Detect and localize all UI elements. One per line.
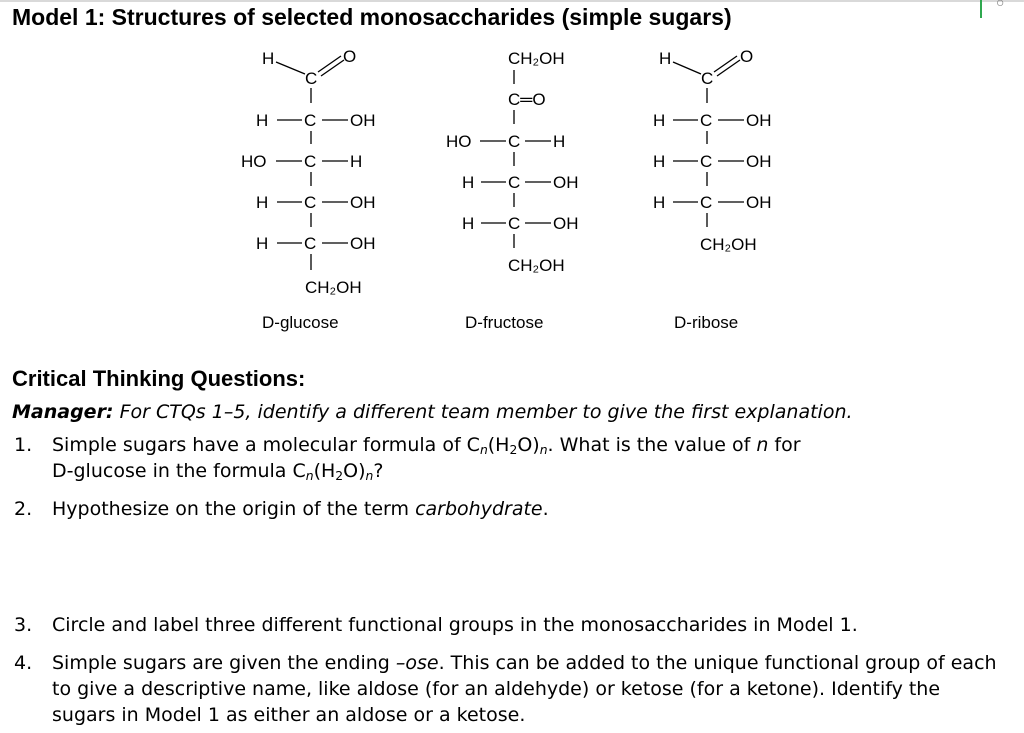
q1-text-a: Simple sugars have a molecular formula of C bbox=[52, 434, 480, 456]
glucose-r1-c: C bbox=[304, 111, 317, 130]
fructose-structure bbox=[446, 49, 579, 332]
ribose-r3-c: C bbox=[700, 193, 713, 212]
ribose-r2-c: C bbox=[700, 152, 713, 171]
fructose-carbonyl: C═O bbox=[508, 90, 546, 109]
glucose-bottom: CH₂OH bbox=[305, 278, 362, 297]
question-number: 2. bbox=[14, 498, 33, 520]
q1-sub-2-b: 2 bbox=[335, 469, 344, 484]
q2-end: . bbox=[542, 498, 549, 520]
ctq-heading: Critical Thinking Questions: bbox=[12, 366, 306, 391]
q1-text-i: ? bbox=[373, 460, 384, 482]
glucose-carbonyl-c: C bbox=[305, 69, 318, 88]
q1-text-e: for bbox=[768, 434, 801, 456]
q4-text-a: Simple sugars are given the ending bbox=[52, 652, 396, 674]
fructose-r1-left: HO bbox=[446, 132, 472, 151]
q1-sub-n-2: n bbox=[539, 443, 548, 458]
glucose-name: D-glucose bbox=[262, 313, 339, 332]
glucose-r3-c: C bbox=[304, 193, 317, 212]
q1-sub-2: 2 bbox=[509, 443, 518, 458]
fructose-r3-right: OH bbox=[553, 214, 579, 233]
q1-sub-n-4: n bbox=[365, 469, 374, 484]
q2-text: Hypothesize on the origin of the term bbox=[52, 498, 416, 520]
top-border bbox=[0, 0, 1024, 2]
q1-sub-n-3: n bbox=[305, 469, 314, 484]
fructose-top: CH₂OH bbox=[508, 49, 565, 68]
glucose-r4-c: C bbox=[304, 234, 317, 253]
fructose-r2-right: OH bbox=[553, 173, 579, 192]
q1-text-d: . What is the value of bbox=[547, 434, 757, 456]
question-3 bbox=[14, 612, 1004, 638]
ribose-r1-c: C bbox=[700, 111, 713, 130]
question-number: 1. bbox=[14, 434, 33, 456]
q1-var-n: n bbox=[756, 434, 769, 456]
q1-text-g: (H bbox=[313, 460, 336, 482]
q1-text-b: (H bbox=[487, 434, 510, 456]
question-3-text: Circle and label three different functional groups in the monosaccharides in Model 1. bbox=[52, 614, 858, 636]
glucose-h-bond bbox=[276, 62, 305, 74]
glucose-r2-c: C bbox=[304, 152, 317, 171]
fructose-r1-c: C bbox=[508, 132, 521, 151]
question-number: 4. bbox=[14, 652, 33, 674]
question-4-text bbox=[52, 650, 1004, 728]
ribose-bottom: CH₂OH bbox=[700, 235, 757, 254]
question-4 bbox=[14, 650, 1004, 728]
question-2 bbox=[14, 496, 1004, 522]
fructose-r3-left: H bbox=[462, 214, 475, 233]
glucose-top-h: H bbox=[262, 49, 275, 68]
q4-italic: –ose bbox=[395, 652, 439, 674]
fructose-name: D-fructose bbox=[465, 313, 544, 332]
q1-text-c: O) bbox=[517, 434, 540, 456]
q1-text-h: O) bbox=[343, 460, 366, 482]
fructose-r2-c: C bbox=[508, 173, 521, 192]
glucose-top-o: O bbox=[343, 47, 357, 66]
question-number: 3. bbox=[14, 614, 33, 636]
glucose-r3-right: OH bbox=[350, 193, 376, 212]
glucose-r1-left: H bbox=[256, 111, 269, 130]
glucose-r2-left: HO bbox=[241, 152, 267, 171]
ribose-r1-left: H bbox=[653, 111, 666, 130]
ribose-r2-left: H bbox=[653, 152, 666, 171]
structures-figure bbox=[0, 40, 1024, 340]
ribose-top-o: O bbox=[740, 47, 754, 66]
ribose-r1-right: OH bbox=[746, 111, 772, 130]
glucose-structure bbox=[241, 47, 376, 332]
scroll-indicator bbox=[980, 0, 982, 18]
q1-text-f: -glucose in the formula C bbox=[66, 460, 306, 482]
q1-d-prefix: D bbox=[52, 460, 67, 482]
ribose-r3-right: OH bbox=[746, 193, 772, 212]
glucose-r3-left: H bbox=[256, 193, 269, 212]
glucose-r4-right: OH bbox=[350, 234, 376, 253]
ribose-carbonyl-c: C bbox=[701, 69, 714, 88]
fructose-bottom: CH₂OH bbox=[508, 256, 565, 275]
glucose-r2-right: H bbox=[350, 152, 363, 171]
manager-text: For CTQs 1–5, identify a different team member to give the first explanation. bbox=[119, 401, 853, 423]
manager-label: Manager: bbox=[12, 401, 114, 423]
fructose-r3-c: C bbox=[508, 214, 521, 233]
ribose-r2-right: OH bbox=[746, 152, 772, 171]
q4-text-b: . This can be added to the unique functional group of each to give a descriptive name, like aldose (for an aldehyde) or ketose (for a ketone). Identify the sugars in Model 1 as either an aldose or a ketose. bbox=[52, 652, 997, 726]
question-1 bbox=[14, 432, 1004, 484]
ribose-structure bbox=[653, 47, 772, 332]
ribose-top-h: H bbox=[659, 49, 672, 68]
manager-instruction bbox=[12, 399, 853, 425]
model-title: Model 1: Structures of selected monosaccharides (simple sugars) bbox=[12, 4, 732, 30]
ribose-name: D-ribose bbox=[674, 313, 739, 332]
corner-circle-icon: ○ bbox=[996, 0, 1005, 10]
question-1-text bbox=[52, 432, 1004, 484]
glucose-r4-left: H bbox=[256, 234, 269, 253]
q2-italic: carbohydrate bbox=[415, 498, 543, 520]
question-2-text bbox=[52, 496, 1004, 522]
q1-sub-n: n bbox=[479, 443, 488, 458]
fructose-r1-right: H bbox=[553, 132, 566, 151]
glucose-r1-right: OH bbox=[350, 111, 376, 130]
ribose-r3-left: H bbox=[653, 193, 666, 212]
fructose-r2-left: H bbox=[462, 173, 475, 192]
